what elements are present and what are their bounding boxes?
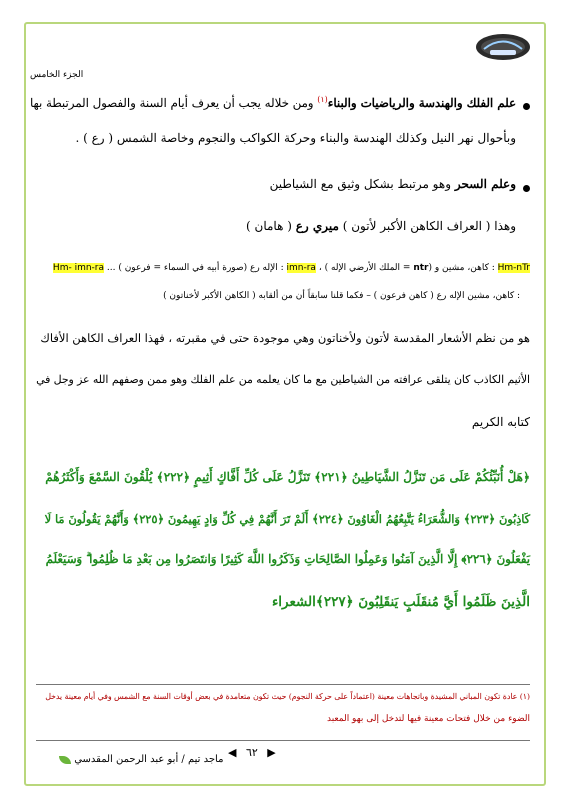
quran-verse-line-2: كَاذِبُونَ ﴿٢٢٣﴾ وَالشُّعَرَاءُ يَتَّبِعُهُمُ الْغَاوُونَ ﴿٢٢٤﴾ أَلَمْ تَرَ أَنَّهُمْ فِي كُلِّ وَادٍ يَهِيمُونَ ﴿٢٢٥﴾ وَأَنَّهُمْ يَقُولُونَ مَا لَا bbox=[44, 512, 530, 526]
paragraph-text: وهذا ( العراف الكاهن الأكبر لأتون ) bbox=[342, 219, 516, 233]
author-name: ماجد تيم / أبو عبد الرحمن المقدسي bbox=[74, 754, 224, 765]
prev-page-arrow[interactable]: ◀ bbox=[228, 746, 237, 759]
paragraph-4-line-3: كتابه الكريم bbox=[471, 415, 530, 429]
paragraph-4-line-1: هو من نظم الأشعار المقدسة لأتون ولأخناتون وهي موجودة حتى في مقبرته ، فهذا العراف الكاهن الأفاك bbox=[40, 331, 530, 345]
footer-divider bbox=[36, 740, 530, 741]
bullet-point bbox=[523, 185, 530, 192]
transliteration-term: ntr bbox=[413, 263, 429, 273]
name-highlight: ميري رع bbox=[295, 219, 339, 233]
page-navigation bbox=[228, 746, 276, 759]
transliteration-gloss: = الملك الأرضي الإله ) ، bbox=[318, 263, 411, 273]
transliteration-gloss: : الإله رع (صورة أبيه في السماء = فرعون ) ... bbox=[106, 263, 284, 273]
author-credit bbox=[56, 754, 223, 765]
paragraph-4-line-2: الأثيم الكاذب كان يتلقى عرافته من الشياطين مع ما كان يعلمه من علم الفلك وهو ممن وصفهم الله عز وجل في bbox=[36, 373, 530, 386]
paragraph-text: ومن خلاله يجب أن يعرف أيام السنة والفصول المرتبطة بها bbox=[29, 95, 314, 110]
paragraph-3 bbox=[246, 219, 516, 233]
logo-icon bbox=[474, 30, 532, 64]
transliteration-term: Hm- imn-ra bbox=[52, 263, 104, 273]
quran-verse-line-3: يَفْعَلُونَ ﴿٢٢٦﴾ إِلَّا الَّذِينَ آمَنُوا وَعَمِلُوا الصَّالِحَاتِ وَذَكَرُوا اللَّهَ كَثِيرًا وَانتَصَرُوا مِن بَعْدِ مَا ظُلِمُوا ۗ وَسَيَعْلَمُ bbox=[45, 552, 530, 566]
part-label: الجزء الخامس bbox=[30, 70, 84, 80]
quran-verse-text: الَّذِينَ ظَلَمُوا أَيَّ مُنقَلَبٍ يَنقَلِبُونَ ﴿٢٢٧﴾ bbox=[315, 594, 530, 610]
quran-verse-line-4 bbox=[272, 594, 530, 610]
transliteration-gloss: : كاهن، مشين و ( bbox=[428, 263, 495, 273]
bullet-point bbox=[523, 103, 530, 110]
footnote-line-2: الضوء من خلال فتحات معينة فيها لتدخل إلى بهو المعبد bbox=[326, 714, 530, 724]
footnote-ref: (١) bbox=[317, 95, 328, 104]
paragraph-2 bbox=[270, 177, 516, 191]
footnote-line-1: (١) عادة تكون المباني المشيدة وباتجاهات معينة (اعتماداً على حركة النجوم) حيث تكون متعامدة في بعض أوقات السنة مع الشمس وفي أيام معينة يدخل bbox=[45, 692, 530, 701]
paragraph-text: وهو مرتبط بشكل وثيق مع الشياطين bbox=[269, 177, 452, 191]
paragraph-1-line-1 bbox=[30, 95, 516, 110]
next-page-arrow[interactable]: ▶ bbox=[267, 746, 276, 759]
transliteration-line-2: : كاهن، مشين الإله رع ( كاهن فرعون ) – فكما قلنا سابقاً أن من ألقابه ( الكاهن الأكبر لأخناتون ) bbox=[163, 291, 520, 301]
footnote-divider bbox=[36, 684, 530, 685]
surah-name: الشعراء bbox=[271, 594, 316, 610]
paragraph-text: ( هامان ) bbox=[246, 219, 292, 233]
quran-verse-line-1: ﴿هَلْ أُنَبِّئُكُمْ عَلَى مَن تَنَزَّلُ الشَّيَاطِينُ ﴿٢٢١﴾ تَنَزَّلُ عَلَى كُلِّ أَفَّاكٍ أَثِيمٍ ﴿٢٢٢﴾ يُلْقُونَ السَّمْعَ وَأَكْثَرُهُمْ bbox=[45, 470, 530, 484]
leaf-icon bbox=[59, 756, 71, 764]
transliteration-term: imn-ra bbox=[286, 263, 316, 273]
paragraph-1-line-2: وبأحوال نهر النيل وكذلك الهندسة والبناء وحركة الكواكب والنجوم وخاصة الشمس ( رع ) . bbox=[75, 131, 516, 145]
transliteration-term: Hm-nTr bbox=[497, 263, 530, 273]
transliteration-line bbox=[53, 263, 530, 273]
page-number: ٦٢ bbox=[245, 746, 258, 759]
topic-title: علم الفلك والهندسة والرياضيات والبناء bbox=[327, 95, 516, 110]
topic-title: وعلم السحر bbox=[454, 177, 516, 191]
